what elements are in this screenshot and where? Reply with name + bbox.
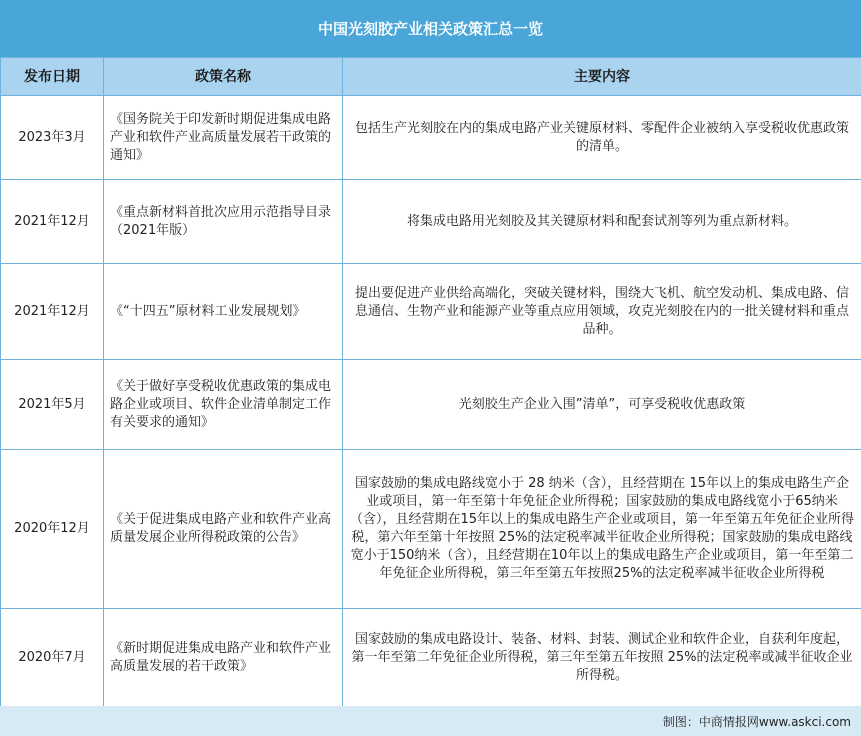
table-row xyxy=(1,360,861,450)
header-row xyxy=(1,58,861,96)
policy-table xyxy=(0,57,861,707)
table-row xyxy=(1,609,861,707)
row-content: 包括生产光刻胶在内的集成电路产业关键原材料、零配件企业被纳入享受税收优惠政策的清单。 xyxy=(343,96,861,180)
row-policy-name: 《关于促进集成电路产业和软件产业高质量发展企业所得税政策的公告》 xyxy=(104,450,343,609)
row-content: 将集成电路用光刻胶及其关键原材料和配套试剂等列为重点新材料。 xyxy=(343,180,861,264)
column-header-date: 发布日期 xyxy=(1,58,104,96)
column-header-content: 主要内容 xyxy=(343,58,861,96)
row-content: 国家鼓励的集成电路线宽小于 28 纳米（含），且经营期在 15年以上的集成电路生产企业或项目，第一年至第十年免征企业所得税；国家鼓励的集成电路线宽小于65纳米（含），且经营期在15年以上的集成电路生产企业或项目，第一年至第五年免征企业所得税，第六年至第十年按照 25%的法定税率减半征收企业所得税；国家鼓励的集成电路线宽小于150纳米（含），且经营期在10年以上的集成电路生产企业或项目，第一年至第二年免征企业所得税，第三年至第五年按照25%的法定税率减半征收企业所得税 xyxy=(343,450,861,609)
row-date: 2020年12月 xyxy=(1,450,104,609)
table-row xyxy=(1,96,861,180)
row-policy-name: 《重点新材料首批次应用示范指导目录（2021年版） xyxy=(104,180,343,264)
table-title: 中国光刻胶产业相关政策汇总一览 xyxy=(0,0,861,57)
row-content: 国家鼓励的集成电路设计、装备、材料、封装、测试企业和软件企业，自获利年度起，第一年至第二年免征企业所得税，第三年至第五年按照 25%的法定税率或减半征收企业所得税。 xyxy=(343,609,861,707)
column-header-name: 政策名称 xyxy=(104,58,343,96)
row-policy-name: 《新时期促进集成电路产业和软件产业高质量发展的若干政策》 xyxy=(104,609,343,707)
row-policy-name: 《“十四五”原材料工业发展规划》 xyxy=(104,264,343,360)
row-date: 2023年3月 xyxy=(1,96,104,180)
row-content: 提出要促进产业供给高端化，突破关键材料，围绕大飞机、航空发动机、集成电路、信息通信、生物产业和能源产业等重点应用领域，攻克光刻胶在内的一批关键材料和重点品种。 xyxy=(343,264,861,360)
table-row xyxy=(1,264,861,360)
table-row xyxy=(1,180,861,264)
row-date: 2021年5月 xyxy=(1,360,104,450)
row-date: 2021年12月 xyxy=(1,180,104,264)
source-credit: 制图：中商情报网www.askci.com xyxy=(0,706,861,736)
table-row xyxy=(1,450,861,609)
row-content: 光刻胶生产企业入围”清单”，可享受税收优惠政策 xyxy=(343,360,861,450)
row-policy-name: 《关于做好享受税收优惠政策的集成电路企业或项目、软件企业清单制定工作有关要求的通知》 xyxy=(104,360,343,450)
row-policy-name: 《国务院关于印发新时期促进集成电路产业和软件产业高质量发展若干政策的通知》 xyxy=(104,96,343,180)
row-date: 2020年7月 xyxy=(1,609,104,707)
row-date: 2021年12月 xyxy=(1,264,104,360)
